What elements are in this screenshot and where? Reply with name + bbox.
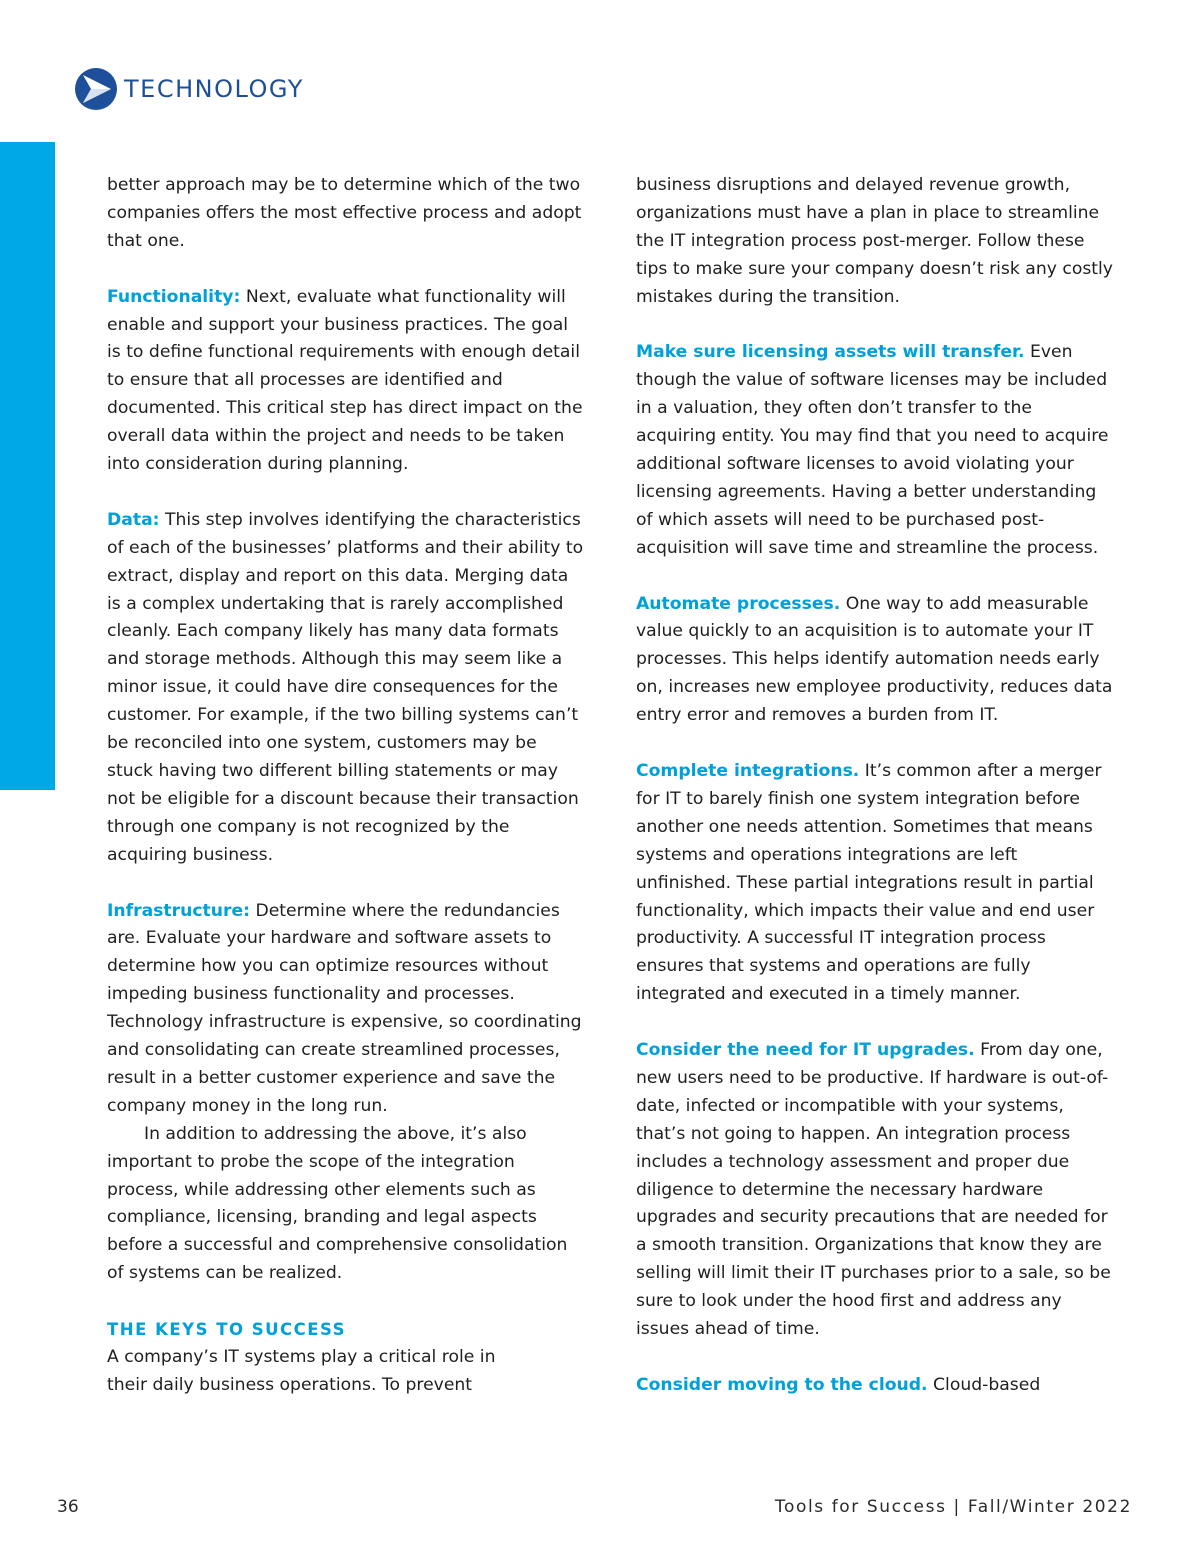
infrastructure-paragraph <box>107 898 587 1121</box>
keys-paragraph: A company’s IT systems play a critical role in their daily business operations. To prevent <box>107 1347 496 1395</box>
publication-footer: Tools for Success | Fall/Winter 2022 <box>774 1497 1132 1517</box>
functionality-lead: Functionality: <box>107 286 241 307</box>
complete-lead: Complete integrations. <box>636 760 860 781</box>
upgrades-paragraph <box>636 1037 1116 1344</box>
data-lead: Data: <box>107 509 160 530</box>
upgrades-lead: Consider the need for IT upgrades. <box>636 1040 975 1061</box>
play-arrow-logo-icon <box>74 67 118 111</box>
cloud-lead: Consider moving to the cloud. <box>636 1374 928 1395</box>
automate-paragraph <box>636 591 1116 731</box>
left-column <box>107 172 587 1400</box>
right-column <box>636 172 1116 1400</box>
functionality-text: Next, evaluate what functionality will enable and support your business practices. The goal is to define functional requirements with enough detail to ensure that all processes are identified and documented. This critical step has direct impact on the overall data within the project and needs to be taken into consideration during planning. <box>107 286 583 475</box>
automate-lead: Automate processes. <box>636 593 841 614</box>
section-label: TECHNOLOGY <box>124 75 304 103</box>
infrastructure-lead: Infrastructure: <box>107 900 250 921</box>
licensing-text: Even though the value of software licenses may be included in a valuation, they often don’t transfer to the acquiring entity. You may find that you need to acquire additional software licenses to avoid violating your licensing agreements. Having a better understanding of which assets will need to be purchased post-acquisition will save time and streamline the process. <box>636 342 1109 558</box>
intro-paragraph: better approach may be to determine which of the two companies offers the most effective process and adopt that one. <box>107 175 582 251</box>
licensing-lead: Make sure licensing assets will transfer. <box>636 342 1025 363</box>
page-header <box>74 66 304 112</box>
data-paragraph <box>107 507 587 870</box>
page-number: 36 <box>57 1497 79 1517</box>
keys-heading: THE KEYS TO SUCCESS <box>107 1320 347 1340</box>
transition-paragraph: business disruptions and delayed revenue growth, organizations must have a plan in place to streamline the IT integration process post-merger. Follow these tips to make sure your company doesn’t risk any costly mistakes during the transition. <box>636 175 1113 307</box>
licensing-paragraph <box>636 339 1116 562</box>
cloud-text: Cloud-based <box>927 1374 1041 1395</box>
accent-side-bar <box>0 142 55 790</box>
data-text: This step involves identifying the characteristics of each of the businesses’ platforms and their ability to extract, display and report on this data. Merging data is a complex undertaking that is rarely accomplished cleanly. Each company likely has many data formats and storage methods. Although this may seem like a minor issue, it could have dire consequences for the customer. For example, if the two billing systems can’t be reconciled into one system, customers may be stuck having two different billing statements or may not be eligible for a discount because their transaction through one company is not recognized by the acquiring business. <box>107 509 584 865</box>
addition-paragraph: In addition to addressing the above, it’s also important to probe the scope of the integration process, while addressing other elements such as compliance, licensing, branding and legal aspects before a successful and comprehensive consolidation of systems can be realized. <box>107 1123 568 1284</box>
infrastructure-text: Determine where the redundancies are. Evaluate your hardware and software assets to determine how you can optimize resources without impeding business functionality and processes. Technology infrastructure is expensive, so coordinating and consolidating can create streamlined processes, result in a better customer experience and save the company money in the long run. <box>107 900 582 1116</box>
complete-paragraph <box>636 758 1116 1009</box>
complete-text: It’s common after a merger for IT to barely finish one system integration before another one needs attention. Sometimes that means systems and operations integrations are left unfinished. These partial integrations result in partial functionality, which impacts their value and end user productivity. A successful IT integration process ensures that systems and operations are fully integrated and executed in a timely manner. <box>636 760 1102 1005</box>
upgrades-text: From day one, new users need to be productive. If hardware is out-of-date, infected or incompatible with your systems, that’s not going to happen. An integration process includes a technology assessment and proper due diligence to determine the necessary hardware upgrades and security precautions that are needed for a smooth transition. Organizations that know they are selling will limit their IT purchases prior to a sale, so be sure to look under the hood first and address any issues ahead of time. <box>636 1040 1111 1340</box>
functionality-paragraph <box>107 284 587 479</box>
cloud-paragraph <box>636 1372 1116 1400</box>
automate-text: One way to add measurable value quickly to an acquisition is to automate your IT processes. This helps identify automation needs early on, increases new employee productivity, reduces data entry error and removes a burden from IT. <box>636 593 1113 726</box>
